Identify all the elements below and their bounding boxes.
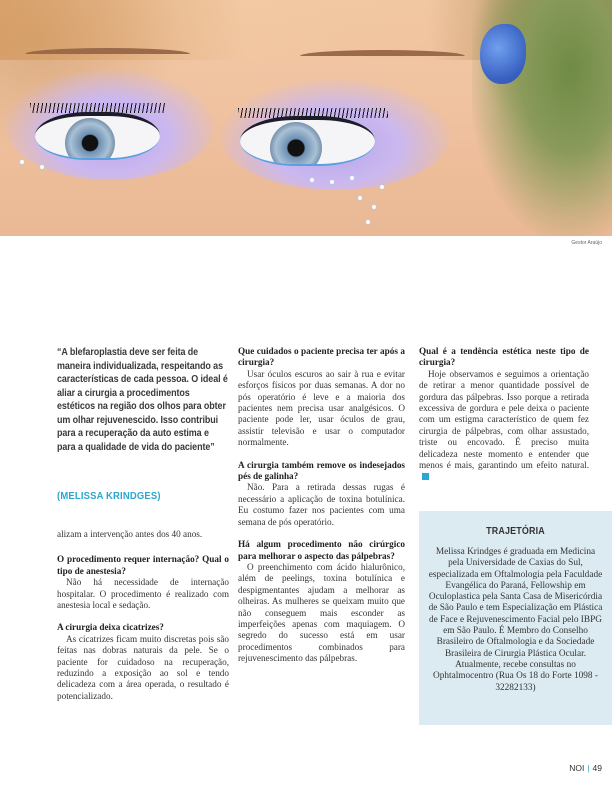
article-column-2	[238, 346, 405, 665]
hero-photo	[0, 0, 612, 236]
paragraph	[419, 369, 589, 483]
left-eyebrow	[25, 48, 190, 60]
left-eye	[35, 112, 160, 160]
right-eye	[240, 116, 375, 166]
face-gem	[20, 160, 24, 164]
paragraph: Usar óculos escuros ao sair à rua e evitar esforços físicos por duas semanas. A dor no pós operatório é leve e a maioria dos pacientes nem precisa usar analgésicos. O paciente pode ler, usar óculos de grau, assistir televisão e usar o computador normalmente.	[238, 368, 405, 448]
paragraph-text: Hoje observamos e seguimos a orientação de retirar a menor quantidade possível de gordura das pálpebras. Isso porque a retirada excessiva de gordura e pele deixa o paciente com um estigma característico de quem fez cirurgia de pálpebras, com olhar assustado, triste ou encovado. É preciso muita delicadeza neste momento e entender que menos é mais, garantindo um efeito natural.	[419, 368, 589, 471]
question-heading: Que cuidados o paciente precisa ter após a cirurgia?	[238, 346, 405, 368]
page-number: 49	[592, 763, 602, 773]
face-gem	[310, 178, 314, 182]
photo-credit: Gestor Araújo	[571, 240, 602, 246]
face-gem	[372, 205, 376, 209]
face-gem	[40, 165, 44, 169]
quote-author: (MELISSA KRINDGES)	[57, 490, 161, 502]
face-gem	[330, 180, 334, 184]
question-heading: A cirurgia deixa cicatrizes?	[57, 622, 164, 633]
sidebar-bio: Melissa Krindges é graduada em Medicina pela Universidade de Caxias do Sul, especializada em Oftalmologia pela Faculdade Evangélica do Paraná, Fellowship em Oculoplastica pela Santa Casa de Misericórdia de São Paulo e tem Especialização em Plástica de Face e Rejuvenescimento Facial pelo IBPG em São Paulo. É Membro do Conselho Brasileiro de Oftalmologia e da Sociedade Brasileira de Cirurgia Plástica Ocular. Atualmente, recebe consultas no Ophtalmocentro (Rua Os 18 do Forte 1098 - 32282133)	[428, 547, 603, 693]
left-iris	[65, 118, 115, 160]
article-column-1	[57, 529, 229, 702]
article-column-3	[419, 346, 589, 483]
paragraph: Não. Para a retirada dessas rugas é necessário a aplicação de toxina botulínica. Eu costumo fazer nos pacientes com uma semana de pós operatório.	[238, 482, 405, 527]
question-heading: O procedimento requer internação? Qual o tipo de anestesia?	[57, 554, 229, 576]
face-gem	[350, 176, 354, 180]
sidebar-title: TRAJETÓRIA	[486, 525, 545, 537]
paragraph: Não há necessidade de internação hospitalar. O procedimento é realizado com anestesia local e sedação.	[57, 577, 229, 611]
end-of-article-icon	[422, 473, 429, 480]
page-folio	[569, 763, 602, 773]
blue-flower	[480, 24, 526, 84]
paragraph: O preenchimento com ácido hialurônico, além de peelings, toxina botulínica e despigmentantes ajudam a melhorar as olheiras. As mulheres se queixam muito que não conseguem mais esconder as imperfeições apenas com maquiagem. O segredo do sucesso está em usar procedimentos combinados para rejuvenescimento das pálpebras.	[238, 561, 405, 664]
face-gem	[380, 185, 384, 189]
right-iris	[270, 122, 322, 166]
face-gem	[366, 220, 370, 224]
question-heading: Há algum procedimento não cirúrgico para melhorar o aspecto das pálpebras?	[238, 539, 405, 561]
folio-separator: |	[587, 763, 590, 773]
paragraph: alizam a intervenção antes dos 40 anos.	[57, 529, 203, 539]
face-gem	[358, 196, 362, 200]
paragraph: As cicatrizes ficam muito discretas pois são feitas nas dobras naturais da pele. Se o paciente for cuidadoso na recuperação, reduzindo a exposição ao sol e tendo delicadeza com a área operada, o resultado é potencializado.	[57, 633, 229, 701]
trajetoria-box	[419, 511, 612, 725]
right-eyebrow	[300, 50, 465, 62]
pull-quote: “A blefaroplastia deve ser feita de maneira individualizada, respeitando as características de cada pessoa. O ideal é aliar a cirurgia a procedimentos estéticos na região dos olhos para obter um olhar rejuvenescido. Isso contribui para a recuperação da auto estima e para a qualidade de vida do paciente”	[57, 347, 228, 453]
question-heading: Qual é a tendência estética neste tipo de cirurgia?	[419, 346, 589, 368]
question-heading: A cirurgia também remove os indesejados pés de galinha?	[238, 459, 405, 482]
magazine-name: NOI	[569, 763, 585, 773]
